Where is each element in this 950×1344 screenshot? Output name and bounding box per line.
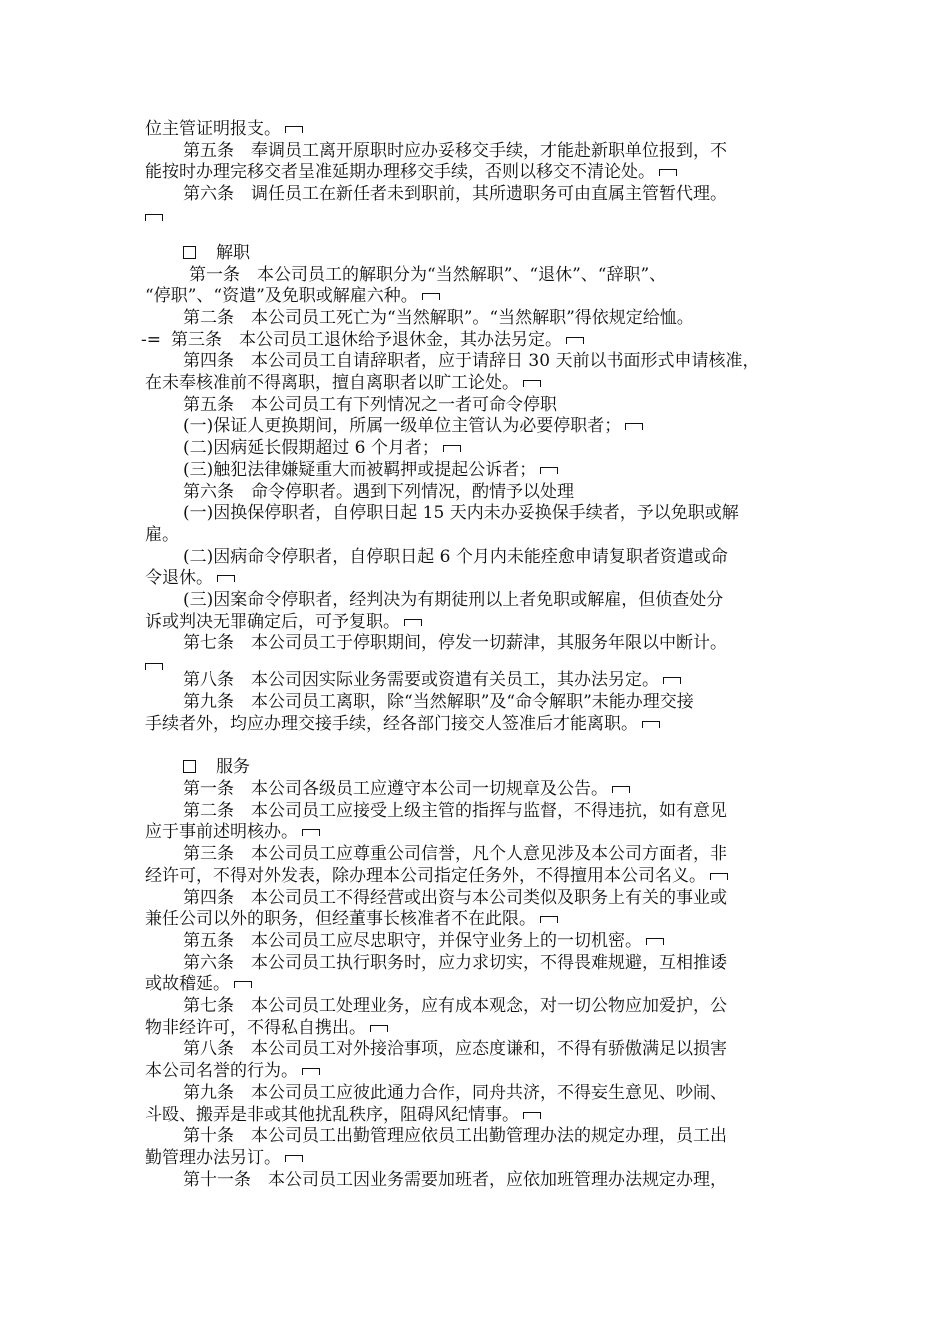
paragraph-mark-icon [443, 445, 461, 452]
paragraph-mark-icon [523, 380, 541, 387]
text: 第四条 本公司员工不得经营或出资与本公司类似及职务上有关的事业或 [183, 887, 727, 908]
text: 第一条 本公司员工的解职分为“当然解职”、“退休”、“辞职”、 [189, 264, 667, 285]
paragraph-line [141, 329, 815, 352]
paragraph-line [145, 503, 815, 525]
paragraph-line [145, 1105, 815, 1127]
text: 第五条 奉调员工离开原职时应办妥移交手续，才能赴新职单位报到，不 [183, 140, 727, 161]
paragraph-line [145, 844, 815, 866]
text: -= [141, 329, 161, 350]
paragraph-line [145, 265, 815, 287]
text: 诉或判决无罪确定后，可予复职。 [145, 611, 400, 632]
paragraph-line [145, 1170, 815, 1192]
document-body [141, 119, 815, 1191]
paragraph-line [145, 714, 815, 736]
text: (二)因病延长假期超过 6 个月者； [183, 438, 439, 459]
paragraph-line [145, 590, 815, 612]
paragraph-mark-icon [659, 169, 677, 176]
paragraph-mark-icon [523, 1112, 541, 1119]
paragraph-mark-icon [217, 575, 235, 582]
text: 令退休。 [145, 568, 213, 589]
paragraph-line [145, 184, 815, 206]
paragraph-line [145, 801, 815, 823]
section-heading [145, 757, 815, 779]
text: 手续者外，均应办理交接手续，经各部门接交人签准后才能离职。 [145, 713, 638, 734]
paragraph-line [145, 351, 815, 373]
text: (一)因换保停职者，自停职日起 15 天内未办妥换保手续者，予以免职或解 [183, 503, 739, 524]
paragraph-line [145, 1126, 815, 1148]
text: 勤管理办法另订。 [145, 1147, 281, 1168]
paragraph-line [145, 482, 815, 504]
paragraph-mark-icon [642, 721, 660, 728]
text: 第七条 本公司员工于停职期间，停发一切薪津，其服务年限以中断计。 [183, 633, 727, 654]
text: 第四条 本公司员工自请辞职者，应于请辞日 30 天前以书面形式申请核准， [183, 351, 760, 372]
text: (三)触犯法律嫌疑重大而被羁押或提起公诉者； [183, 459, 537, 480]
paragraph-mark-icon [646, 938, 664, 945]
text: 第五条 本公司员工应尽忠职守，并保守业务上的一切机密。 [183, 930, 642, 951]
text: 第九条 本公司员工应彼此通力合作，同舟共济，不得妄生意见、吵闹、 [183, 1082, 727, 1103]
paragraph-mark-icon [625, 423, 643, 430]
paragraph-mark-icon [145, 663, 163, 670]
section-title: 解职 [216, 242, 250, 263]
paragraph-line [145, 909, 815, 931]
text: 第八条 本公司因实际业务需要或资遣有关员工，其办法另定。 [183, 670, 659, 691]
paragraph-line [145, 373, 815, 395]
paragraph-line [145, 438, 815, 460]
paragraph-line [145, 395, 815, 417]
paragraph-line [145, 162, 815, 184]
text: 斗殴、搬弄是非或其他扰乱秩序，阻碍风纪情事。 [145, 1104, 519, 1125]
paragraph-line [145, 888, 815, 910]
paragraph-line [145, 612, 815, 634]
paragraph-line [145, 460, 815, 482]
text: 第五条 本公司员工有下列情况之一者可命令停职 [183, 394, 557, 415]
paragraph-mark-icon [234, 981, 252, 988]
text: 位主管证明报支。 [145, 119, 281, 139]
paragraph-line [145, 547, 815, 569]
text: 兼任公司以外的职务，但经董事长核准者不在此限。 [145, 909, 536, 930]
text: 第十条 本公司员工出勤管理应依员工出勤管理办法的规定办理，员工出 [183, 1126, 727, 1147]
text: 第六条 命令停职者。遇到下列情况，酌情予以处理 [183, 481, 574, 502]
paragraph-line [145, 308, 815, 330]
text: 第十一条 本公司员工因业务需要加班者，应依加班管理办法规定办理， [183, 1169, 727, 1190]
paragraph-mark-icon [540, 467, 558, 474]
paragraph-line [145, 119, 815, 141]
paragraph-line [145, 1061, 815, 1083]
paragraph-line [145, 822, 815, 844]
paragraph-mark-icon [663, 677, 681, 684]
paragraph-line [145, 1018, 815, 1040]
paragraph-line [145, 286, 815, 308]
section-title: 服务 [216, 757, 250, 778]
paragraph-line [145, 141, 815, 163]
paragraph-line [145, 1148, 815, 1170]
paragraph-mark-icon [302, 1068, 320, 1075]
paragraph-line [145, 974, 815, 996]
text: 或故稽延。 [145, 974, 230, 995]
paragraph-line [145, 633, 815, 655]
text: 经许可，不得对外发表，除办理本公司指定任务外，不得擅用本公司名义。 [145, 865, 706, 886]
text: 雇。 [145, 524, 179, 545]
text: (一)保证人更换期间，所属一级单位主管认为必要停职者； [183, 416, 622, 437]
paragraph-mark-icon [710, 873, 728, 880]
paragraph-mark-icon [285, 1155, 303, 1162]
paragraph-line [145, 670, 815, 692]
text: 应于事前述明核办。 [145, 822, 298, 843]
paragraph-line [145, 779, 815, 801]
text: (二)因病命令停职者，自停职日起 6 个月内未能痊愈申请复职者资遣或命 [183, 546, 728, 567]
text: 第六条 调任员工在新任者未到职前，其所遗职务可由直属主管暂代理。 [183, 184, 727, 205]
paragraph-line [145, 692, 815, 714]
text: 物非经许可，不得私自携出。 [145, 1017, 366, 1038]
text: 第八条 本公司员工对外接洽事项，应态度谦和，不得有骄傲满足以损害 [183, 1039, 727, 1060]
paragraph-line [145, 1083, 815, 1105]
paragraph-line [145, 525, 815, 547]
paragraph-line [145, 996, 815, 1018]
text: 第七条 本公司员工处理业务，应有成本观念，对一切公物应加爱护，公 [183, 996, 727, 1017]
text: 能按时办理完移交者呈准延期办理移交手续，否则以移交不清论处。 [145, 162, 655, 183]
paragraph-line [145, 953, 815, 975]
text: “停职”、“资遣”及免职或解雇六种。 [145, 286, 418, 307]
checkbox-square-icon [183, 760, 196, 773]
paragraph-mark-icon [302, 829, 320, 836]
paragraph-mark-icon [404, 619, 422, 626]
text: 第二条 本公司员工应接受上级主管的指挥与监督，不得违抗，如有意见 [183, 800, 727, 821]
text: (三)因案命令停职者，经判决为有期徒刑以上者免职或解雇，但侦查处分 [183, 590, 724, 611]
paragraph-mark-icon [566, 337, 584, 344]
paragraph-mark-icon [285, 126, 303, 133]
text: 第三条 本公司员工应尊重公司信誉，凡个人意见涉及本公司方面者，非 [183, 844, 727, 865]
paragraph-line [145, 866, 815, 888]
paragraph-line [145, 1039, 815, 1061]
text: 第三条 本公司员工退休给予退休金，其办法另定。 [171, 329, 562, 350]
text: 第二条 本公司员工死亡为“当然解职”。“当然解职”得依规定给恤。 [183, 307, 694, 328]
paragraph-mark-icon [612, 786, 630, 793]
paragraph-mark-icon [422, 293, 440, 300]
text: 第六条 本公司员工执行职务时，应力求切实，不得畏难规避，互相推诿 [183, 952, 727, 973]
text: 第九条 本公司员工离职，除“当然解职”及“命令解职”未能办理交接 [183, 691, 694, 712]
paragraph-line [145, 416, 815, 438]
paragraph-line [145, 931, 815, 953]
section-heading [145, 243, 815, 265]
paragraph-mark-icon [370, 1025, 388, 1032]
paragraph-mark-icon [145, 214, 163, 221]
paragraph-mark-icon [540, 916, 558, 923]
text: 本公司名誉的行为。 [145, 1061, 298, 1082]
text: 第一条 本公司各级员工应遵守本公司一切规章及公告。 [183, 778, 608, 799]
checkbox-square-icon [183, 246, 196, 259]
paragraph-line [145, 568, 815, 590]
text: 在未奉核准前不得离职，擅自离职者以旷工论处。 [145, 373, 519, 394]
